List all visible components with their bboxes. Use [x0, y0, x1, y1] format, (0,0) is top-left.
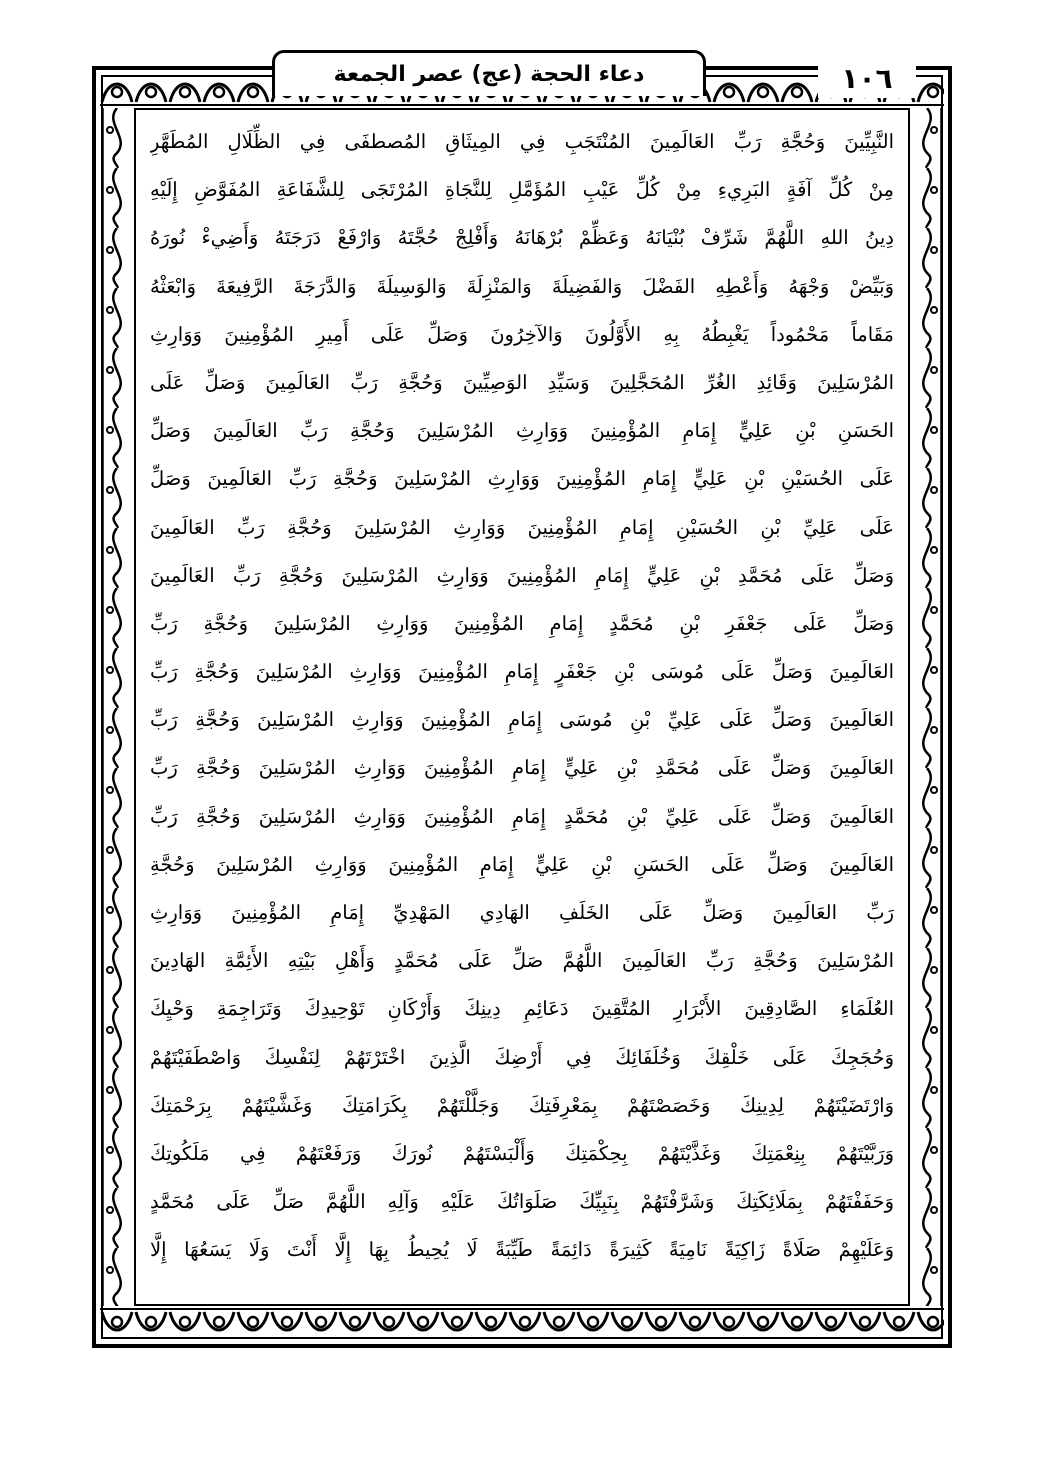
header-title: دعاء الحجة (عج) عصر الجمعة: [333, 62, 645, 87]
text-line-6: المُرْسَلِينَ وَقَائِدِ الغُرِّ المُحَجَّلِينَ وَسَيِّدِ الوَصِيِّينَ وَحُجَّةِ رَبِّ العَالَمِينَ وَصَلِّ عَلَى: [150, 370, 894, 394]
text-line-17: رَبِّ العَالَمِينَ وَصَلِّ عَلَى الخَلَفِ الهَادِي المَهْدِيِّ إِمَامِ المُؤْمِنِينَ وَوَارِثِ: [150, 901, 894, 924]
text-line-3: دِينُ اللهِ اللَّهُمَّ شَرِّفْ بُنْيَانَهُ وَعَظِّمْ بُرْهَانَهُ وَأَفْلِجْ حُجَّتَهُ وَارْفَعْ دَرَجَتَهُ وَأَضِيءْ نُورَهُ: [150, 226, 894, 250]
text-line-10: وَصَلِّ عَلَى مُحَمَّدِ بْنِ عَلِيٍّ إِمَامِ المُؤْمِنِينَ وَوَارِثِ المُرْسَلِينَ وَحُجَّةِ رَبِّ العَالَمِينَ: [150, 563, 894, 587]
text-line-16: العَالَمِينَ وَصَلِّ عَلَى الحَسَنِ بْنِ عَلِيٍّ إِمَامِ المُؤْمِنِينَ وَوَارِثِ المُرْسَلِينَ وَحُجَّةِ: [150, 852, 894, 876]
page-number-box: [818, 58, 916, 98]
text-line-15: العَالَمِينَ وَصَلِّ عَلَى عَلِيِّ بْنِ مُحَمَّدٍ إِمَامِ المُؤْمِنِينَ وَوَارِثِ المُرْسَلِينَ وَحُجَّةِ رَبِّ: [150, 804, 894, 828]
text-line-4: وَبَيِّضْ وَجْهَهُ وَأَعْطِهِ الفَضْلَ وَالفَضِيلَةَ وَالمَنْزِلَةَ وَالوَسِيلَةَ وَالدَّرَجَةَ الرَّفِيعَةَ وَابْعَثْهُ: [150, 274, 894, 298]
text-line-13: العَالَمِينَ وَصَلِّ عَلَى عَلِيِّ بْنِ مُوسَى إِمَامِ المُؤْمِنِينَ وَوَارِثِ المُرْسَلِينَ وَحُجَّةِ رَبِّ: [150, 708, 894, 732]
text-line-22: وَرَبَّيْتَهُمْ بِنِعْمَتِكَ وَغَذَّيْتَهُمْ بِحِكْمَتِكَ وَأَلْبَسْتَهُمْ نُورَكَ وَرَفَعْتَهُمْ فِي مَلَكُوتِكَ: [150, 1141, 894, 1165]
text-line-7: الحَسَنِ بْنِ عَلِيٍّ إِمَامِ المُؤْمِنِينَ وَوَارِثِ المُرْسَلِينَ وَحُجَّةِ رَبِّ العَالَمِينَ وَصَلِّ: [150, 419, 894, 443]
text-line-21: وَارْتَضَيْتَهُمْ لِدِينِكَ وَخَصَصْتَهُمْ بِمَعْرِفَتِكَ وَجَلَّلْتَهُمْ بِكَرَامَتِكَ وَغَشَّيْتَهُمْ بِرَحْمَتِكَ: [150, 1093, 894, 1117]
text-line-11: وَصَلِّ عَلَى جَعْفَرِ بْنِ مُحَمَّدٍ إِمَامِ المُؤْمِنِينَ وَوَارِثِ المُرْسَلِينَ وَحُجَّةِ رَبِّ: [150, 611, 894, 635]
text-line-8: عَلَى الحُسَيْنِ بْنِ عَلِيٍّ إِمَامِ المُؤْمِنِينَ وَوَارِثِ المُرْسَلِينَ وَحُجَّةِ رَبِّ العَالَمِينَ وَصَلِّ: [150, 467, 894, 491]
text-line-24: وَعَلَيْهِمْ صَلَاةً زَاكِيَةً نَامِيَةً كَثِيرَةً دَائِمَةً طَيِّبَةً لَا يُحِيطُ بِهَا إِلَّا أَنْتَ وَلَا يَسَعُهَا إِلَّا: [150, 1238, 894, 1262]
text-line-19: العُلَمَاءِ الصَّادِقِينَ الأَبْرَارِ المُتَّقِينَ دَعَائِمِ دِينِكَ وَأَرْكَانِ تَوْحِيدِكَ وَتَرَاجِمَةِ وَحْيِكَ: [150, 997, 894, 1021]
ornamental-border-bottom: [100, 1306, 944, 1340]
text-line-12: العَالَمِينَ وَصَلِّ عَلَى مُوسَى بْنِ جَعْفَرٍ إِمَامِ المُؤْمِنِينَ وَوَارِثِ المُرْسَلِينَ وَحُجَّةِ رَبِّ: [150, 660, 894, 684]
text-line-18: المُرْسَلِينَ وَحُجَّةِ رَبِّ العَالَمِينَ اللَّهُمَّ صَلِّ عَلَى مُحَمَّدٍ وَأَهْلِ بَيْتِهِ الأَئِمَّةِ الهَادِينَ: [150, 949, 894, 973]
text-line-1: النَّبِيِّينَ وَحُجَّةِ رَبِّ العَالَمِينَ المُنْتَجَبِ فِي المِيثَاقِ المُصطفَى فِي الظِّلَالِ المُطَهَّرِ: [150, 130, 894, 153]
prayer-text-body: [150, 118, 894, 1275]
text-line-5: مَقَاماً مَحْمُوداً يَغْبِطُهُ بِهِ الأَوَّلُونَ وَالآخِرُونَ وَصَلِّ عَلَى أَمِيرِ المُؤْمِنِينَ وَوَارِثِ: [150, 322, 894, 346]
text-line-20: وَحُجَجِكَ عَلَى خَلْقِكَ وَخُلَفَائِكَ فِي أَرْضِكَ الَّذِينَ اخْتَرْتَهُمْ لِنَفْسِكَ وَاصْطَفَيْتَهُمْ: [150, 1045, 894, 1069]
text-line-23: وَحَفَفْتَهُمْ بِمَلَائِكَتِكَ وَشَرَّفْتَهُمْ بِنَبِيِّكَ صَلَوَاتُكَ عَلَيْهِ وَآلِهِ اللَّهُمَّ صَلِّ عَلَى مُحَمَّدٍ: [150, 1190, 894, 1214]
text-line-14: العَالَمِينَ وَصَلِّ عَلَى مُحَمَّدِ بْنِ عَلِيٍّ إِمَامِ المُؤْمِنِينَ وَوَارِثِ المُرْسَلِينَ وَحُجَّةِ رَبِّ: [150, 756, 894, 780]
page-number: ١٠٦: [841, 61, 893, 95]
text-line-2: مِنْ كُلِّ آفَةٍ البَرِيءِ مِنْ كُلِّ عَيْبِ المُؤَمَّلِ لِلنَّجَاةِ المُرْتَجَى لِلشَّفَاعَةِ المُفَوَّضِ إِلَيْهِ: [150, 178, 894, 202]
ornamental-border-left: [100, 108, 134, 1306]
header-title-box: [272, 50, 706, 96]
ornamental-border-right: [910, 108, 944, 1306]
text-line-9: عَلَى عَلِيِّ بْنِ الحُسَيْنِ إِمَامِ المُؤْمِنِينَ وَوَارِثِ المُرْسَلِينَ وَحُجَّةِ رَبِّ العَالَمِينَ: [150, 515, 894, 539]
